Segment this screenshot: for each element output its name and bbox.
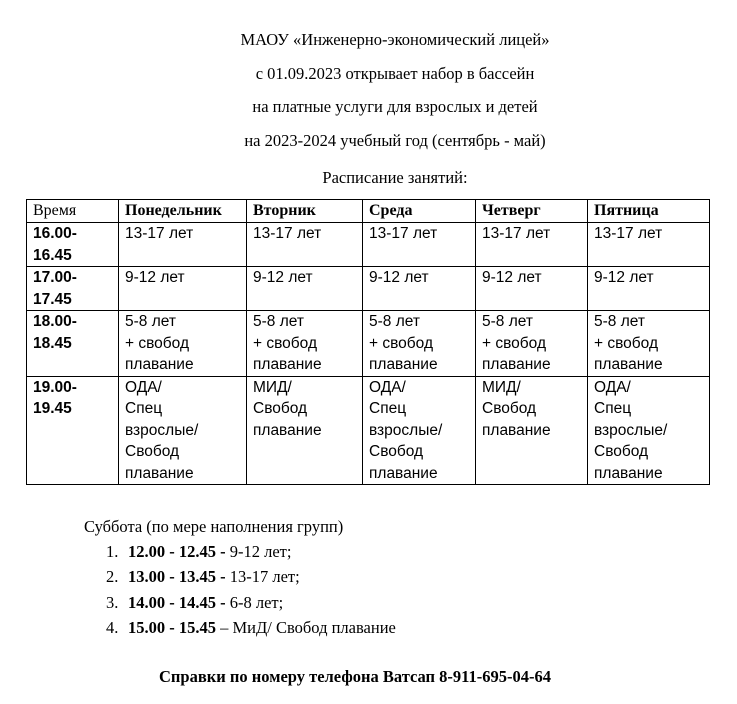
table-cell: ОДА/ Спец взрослые/ Свобод плавание (363, 376, 476, 485)
time-cell: 19.00- 19.45 (27, 376, 119, 485)
table-cell: 5-8 лет + свобод плавание (247, 311, 363, 377)
header-line-school: МАОУ «Инженерно-экономический лицей» (240, 30, 550, 49)
table-cell: ОДА/ Спец взрослые/ Свобод плавание (588, 376, 710, 485)
table-cell: 9-12 лет (247, 267, 363, 311)
column-header-tuesday: Вторник (247, 200, 363, 223)
table-row (27, 376, 710, 485)
table-cell: 13-17 лет (247, 223, 363, 267)
column-header-time: Время (27, 200, 119, 223)
list-number: 2. (106, 567, 119, 587)
list-times: 13.00 - 13.45 - (128, 567, 226, 587)
table-header-row (27, 200, 710, 223)
table-row (27, 267, 710, 311)
saturday-list (84, 541, 396, 642)
list-item (84, 541, 396, 566)
list-times: 15.00 - 15.45 (128, 617, 216, 637)
table-cell: 9-12 лет (119, 267, 247, 311)
table-cell: МИД/ Свобод плавание (247, 376, 363, 485)
table-cell: 13-17 лет (588, 223, 710, 267)
announcement-header (0, 30, 737, 164)
table-cell: 5-8 лет + свобод плавание (363, 311, 476, 377)
time-cell: 17.00- 17.45 (27, 267, 119, 311)
table-row (27, 311, 710, 377)
table-cell: 13-17 лет (476, 223, 588, 267)
list-item (84, 592, 396, 617)
table-cell: 9-12 лет (363, 267, 476, 311)
time-cell: 18.00- 18.45 (27, 311, 119, 377)
header-line-enrollment: с 01.09.2023 открывает набор в бассейн (255, 63, 535, 83)
list-number: 4. (106, 617, 119, 637)
table-cell: 9-12 лет (476, 267, 588, 311)
header-line-services: на платные услуги для взрослых и детей (252, 97, 538, 116)
table-row (27, 223, 710, 267)
column-header-thursday: Четверг (476, 200, 588, 223)
list-description: 6-8 лет; (225, 592, 284, 612)
schedule-table (26, 199, 710, 485)
table-cell: ОДА/ Спец взрослые/ Свобод плавание (119, 376, 247, 485)
list-number: 3. (106, 592, 119, 612)
column-header-friday: Пятница (588, 200, 710, 223)
table-cell: 13-17 лет (363, 223, 476, 267)
table-cell: 5-8 лет + свобод плавание (588, 311, 710, 377)
column-header-wednesday: Среда (363, 200, 476, 223)
table-cell: 5-8 лет + свобод плавание (119, 311, 247, 377)
list-description: 9-12 лет; (225, 542, 292, 561)
list-times: 12.00 - 12.45 - (128, 542, 226, 561)
list-times: 14.00 - 14.45 - (128, 592, 226, 612)
table-cell: МИД/ Свобод плавание (476, 376, 588, 485)
list-item (84, 566, 396, 591)
list-description: 13-17 лет; (225, 567, 300, 587)
saturday-title: Суббота (по мере наполнения групп) (84, 517, 344, 536)
time-cell: 16.00- 16.45 (27, 223, 119, 267)
schedule-title: Расписание занятий: (322, 168, 468, 187)
table-cell: 9-12 лет (588, 267, 710, 311)
contact-info: Справки по номеру телефона Ватсап 8-911-695-04-64 (158, 667, 552, 686)
table-cell: 5-8 лет + свобод плавание (476, 311, 588, 377)
table-cell: 13-17 лет (119, 223, 247, 267)
header-line-academic-year: на 2023-2024 учебный год (сентябрь - май) (244, 130, 546, 150)
list-number: 1. (106, 542, 119, 561)
list-item (84, 617, 396, 642)
column-header-monday: Понедельник (119, 200, 247, 223)
list-description: – МиД/ Свобод плавание (216, 617, 396, 637)
